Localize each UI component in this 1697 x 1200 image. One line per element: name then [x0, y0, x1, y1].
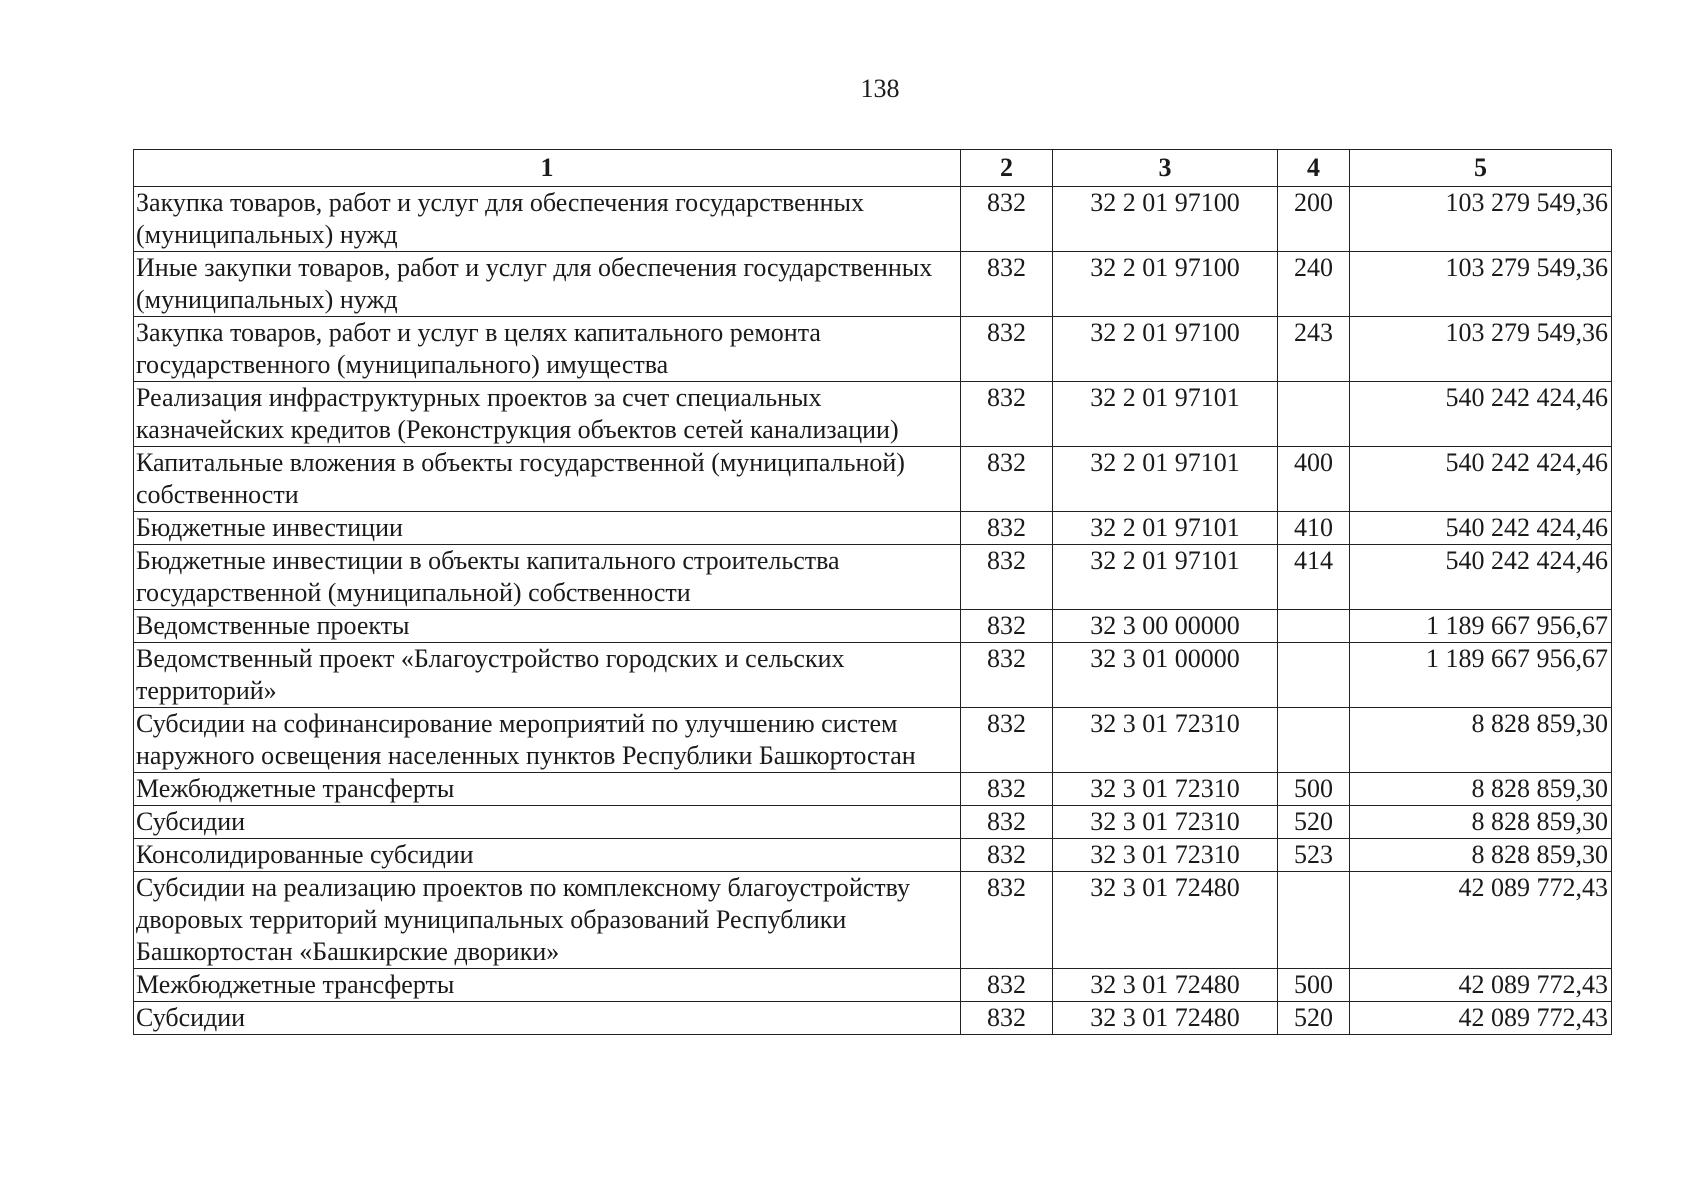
header-cell-vr: 4: [1278, 150, 1350, 187]
row-csr-cell: 32 3 01 72310: [1053, 806, 1278, 839]
row-vr-cell: 200: [1278, 187, 1350, 252]
row-name-cell: Субсидии на софинансирование мероприятий по улучшению систем наружного освещения населенных пунктов Республики Башкортостан: [134, 708, 961, 773]
row-amount-cell: 42 089 772,43: [1350, 1002, 1612, 1035]
row-csr-cell: 32 3 01 72310: [1053, 708, 1278, 773]
row-name-cell: Межбюджетные трансферты: [134, 969, 961, 1002]
row-ved-cell: 832: [961, 1002, 1053, 1035]
row-name-cell: Реализация инфраструктурных проектов за счет специальных казначейских кредитов (Реконструкция объектов сетей канализации): [134, 382, 961, 447]
row-ved-cell: 832: [961, 839, 1053, 872]
row-amount-cell: 540 242 424,46: [1350, 512, 1612, 545]
header-cell-name: 1: [134, 150, 961, 187]
header-cell-csr: 3: [1053, 150, 1278, 187]
row-ved-cell: 832: [961, 252, 1053, 317]
row-ved-cell: 832: [961, 872, 1053, 969]
row-vr-cell: [1278, 708, 1350, 773]
table-row: [134, 545, 1612, 610]
table-row: [134, 252, 1612, 317]
row-name-cell: Бюджетные инвестиции: [134, 512, 961, 545]
row-amount-cell: 8 828 859,30: [1350, 839, 1612, 872]
table-row: [134, 1002, 1612, 1035]
row-csr-cell: 32 3 01 72480: [1053, 1002, 1278, 1035]
budget-table: [133, 149, 1612, 1035]
row-name-cell: Субсидии на реализацию проектов по комплексному благоустройству дворовых территорий муниципальных образований Республики Башкортостан «Башкирские дворики»: [134, 872, 961, 969]
row-vr-cell: 520: [1278, 806, 1350, 839]
row-amount-cell: 42 089 772,43: [1350, 872, 1612, 969]
table-row: [134, 382, 1612, 447]
row-csr-cell: 32 2 01 97100: [1053, 187, 1278, 252]
row-name-cell: Ведомственный проект «Благоустройство городских и сельских территорий»: [134, 643, 961, 708]
table-row: [134, 643, 1612, 708]
table-row: [134, 839, 1612, 872]
row-amount-cell: 103 279 549,36: [1350, 187, 1612, 252]
table-row: [134, 610, 1612, 643]
row-name-cell: Закупка товаров, работ и услуг в целях капитального ремонта государственного (муниципального) имущества: [134, 317, 961, 382]
row-ved-cell: 832: [961, 382, 1053, 447]
row-name-cell: Бюджетные инвестиции в объекты капитального строительства государственной (муниципальной) собственности: [134, 545, 961, 610]
row-vr-cell: 240: [1278, 252, 1350, 317]
row-ved-cell: 832: [961, 773, 1053, 806]
row-vr-cell: 523: [1278, 839, 1350, 872]
table-body: [134, 187, 1612, 1035]
row-name-cell: Межбюджетные трансферты: [134, 773, 961, 806]
table-row: [134, 317, 1612, 382]
table-row: [134, 969, 1612, 1002]
row-vr-cell: 410: [1278, 512, 1350, 545]
row-csr-cell: 32 2 01 97101: [1053, 545, 1278, 610]
row-amount-cell: 8 828 859,30: [1350, 773, 1612, 806]
table-row: [134, 708, 1612, 773]
row-name-cell: Закупка товаров, работ и услуг для обеспечения государственных (муниципальных) нужд: [134, 187, 961, 252]
table-row: [134, 512, 1612, 545]
row-name-cell: Ведомственные проекты: [134, 610, 961, 643]
row-csr-cell: 32 2 01 97100: [1053, 252, 1278, 317]
row-ved-cell: 832: [961, 969, 1053, 1002]
row-csr-cell: 32 3 01 72480: [1053, 969, 1278, 1002]
table-row: [134, 872, 1612, 969]
row-vr-cell: 400: [1278, 447, 1350, 512]
table-row: [134, 806, 1612, 839]
row-amount-cell: 540 242 424,46: [1350, 545, 1612, 610]
row-name-cell: Субсидии: [134, 806, 961, 839]
row-amount-cell: 540 242 424,46: [1350, 447, 1612, 512]
row-name-cell: Консолидированные субсидии: [134, 839, 961, 872]
row-name-cell: Субсидии: [134, 1002, 961, 1035]
row-amount-cell: 8 828 859,30: [1350, 708, 1612, 773]
row-amount-cell: 1 189 667 956,67: [1350, 643, 1612, 708]
row-vr-cell: 500: [1278, 773, 1350, 806]
row-csr-cell: 32 2 01 97101: [1053, 512, 1278, 545]
row-ved-cell: 832: [961, 545, 1053, 610]
row-vr-cell: [1278, 872, 1350, 969]
row-ved-cell: 832: [961, 708, 1053, 773]
table-row: [134, 447, 1612, 512]
row-ved-cell: 832: [961, 512, 1053, 545]
row-ved-cell: 832: [961, 643, 1053, 708]
row-amount-cell: 1 189 667 956,67: [1350, 610, 1612, 643]
row-ved-cell: 832: [961, 447, 1053, 512]
row-vr-cell: 414: [1278, 545, 1350, 610]
page-number: 138: [860, 74, 900, 103]
table-row: [134, 773, 1612, 806]
row-vr-cell: [1278, 382, 1350, 447]
header-cell-amount: 5: [1350, 150, 1612, 187]
row-csr-cell: 32 2 01 97100: [1053, 317, 1278, 382]
row-amount-cell: 42 089 772,43: [1350, 969, 1612, 1002]
row-vr-cell: [1278, 610, 1350, 643]
row-ved-cell: 832: [961, 806, 1053, 839]
row-ved-cell: 832: [961, 610, 1053, 643]
row-ved-cell: 832: [961, 317, 1053, 382]
row-csr-cell: 32 2 01 97101: [1053, 447, 1278, 512]
row-vr-cell: [1278, 643, 1350, 708]
row-csr-cell: 32 3 01 72310: [1053, 773, 1278, 806]
row-name-cell: Капитальные вложения в объекты государственной (муниципальной) собственности: [134, 447, 961, 512]
row-csr-cell: 32 3 01 72310: [1053, 839, 1278, 872]
row-amount-cell: 103 279 549,36: [1350, 252, 1612, 317]
row-csr-cell: 32 2 01 97101: [1053, 382, 1278, 447]
row-amount-cell: 540 242 424,46: [1350, 382, 1612, 447]
header-row: [134, 150, 1612, 187]
row-vr-cell: 243: [1278, 317, 1350, 382]
row-amount-cell: 8 828 859,30: [1350, 806, 1612, 839]
table-row: [134, 187, 1612, 252]
row-csr-cell: 32 3 01 00000: [1053, 643, 1278, 708]
row-ved-cell: 832: [961, 187, 1053, 252]
row-csr-cell: 32 3 00 00000: [1053, 610, 1278, 643]
row-name-cell: Иные закупки товаров, работ и услуг для обеспечения государственных (муниципальных) нужд: [134, 252, 961, 317]
row-vr-cell: 520: [1278, 1002, 1350, 1035]
row-vr-cell: 500: [1278, 969, 1350, 1002]
row-amount-cell: 103 279 549,36: [1350, 317, 1612, 382]
header-cell-ved: 2: [961, 150, 1053, 187]
row-csr-cell: 32 3 01 72480: [1053, 872, 1278, 969]
